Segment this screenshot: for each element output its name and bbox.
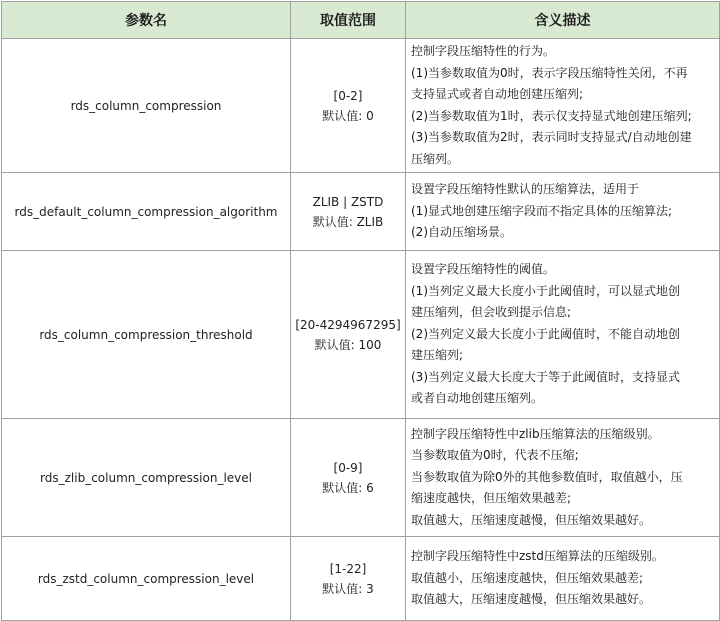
desc-line: 建压缩列; xyxy=(411,348,464,363)
param-description xyxy=(406,419,720,537)
desc-line: (2)自动压缩场景。 xyxy=(411,225,512,240)
desc-line: 支持显式或者自动地创建压缩列; xyxy=(411,87,584,101)
desc-line: 设置字段压缩特性的阈值。 xyxy=(411,262,556,277)
param-range-cell xyxy=(291,173,406,251)
param-default: 默认值: ZLIB xyxy=(312,214,384,229)
param-name: rds_column_compression_threshold xyxy=(2,251,291,419)
desc-line: 控制字段压缩特性中zstd压缩算法的压缩级别。 xyxy=(411,549,664,564)
header-param-name: 参数名 xyxy=(2,2,291,39)
param-name: rds_default_column_compression_algorithm xyxy=(2,173,291,251)
parameter-table xyxy=(1,1,720,621)
desc-line: 建压缩列，但会收到提示信息; xyxy=(411,305,572,320)
desc-line: 控制字段压缩特性中zlib压缩算法的压缩级别。 xyxy=(411,426,660,441)
desc-line: (1)当参数取值为0时，表示字段压缩特性关闭，不再 xyxy=(411,65,688,80)
param-range: [0-2] xyxy=(333,88,363,103)
param-default: 默认值: 6 xyxy=(322,480,374,495)
desc-line: 压缩列。 xyxy=(411,151,460,166)
desc-line: (2)当列定义最大长度小于此阈值时，不能自动地创 xyxy=(411,326,680,341)
desc-line: 设置字段压缩特性默认的压缩算法，适用于 xyxy=(411,182,640,197)
table-row xyxy=(2,39,720,173)
param-default: 默认值: 0 xyxy=(322,108,374,123)
desc-line: 取值越大，压缩速度越慢，但压缩效果越好。 xyxy=(411,592,652,607)
desc-line: 缩速度越快，但压缩效果越差; xyxy=(411,491,572,506)
param-description xyxy=(406,537,720,621)
param-range-cell xyxy=(291,39,406,173)
param-name: rds_zstd_column_compression_level xyxy=(2,537,291,621)
param-range: [20-4294967295] xyxy=(295,317,401,332)
desc-line: 当参数取值为除0外的其他参数值时，取值越小，压 xyxy=(411,469,683,484)
table-row xyxy=(2,173,720,251)
desc-line: (2)当参数取值为1时，表示仅支持显式地创建压缩列; xyxy=(411,108,692,123)
header-description: 含义描述 xyxy=(406,2,720,39)
desc-line: (3)当列定义最大长度大于等于此阈值时，支持显式 xyxy=(411,369,680,384)
desc-line: 取值越小，压缩速度越快，但压缩效果越差; xyxy=(411,570,644,585)
desc-line: 取值越大，压缩速度越慢，但压缩效果越好。 xyxy=(411,512,652,527)
param-range: [1-22] xyxy=(329,561,367,576)
desc-line: 控制字段压缩特性的行为。 xyxy=(411,44,556,58)
param-default: 默认值: 3 xyxy=(322,581,374,596)
desc-line: (1)显式地创建压缩字段而不指定具体的压缩算法; xyxy=(411,203,673,218)
param-name: rds_column_compression xyxy=(2,39,291,173)
param-range-cell xyxy=(291,251,406,419)
param-range: ZLIB | ZSTD xyxy=(312,194,384,209)
param-default: 默认值: 100 xyxy=(314,337,382,352)
table-row xyxy=(2,419,720,537)
param-description xyxy=(406,251,720,419)
param-range-cell xyxy=(291,537,406,621)
header-value-range: 取值范围 xyxy=(291,2,406,39)
table-row xyxy=(2,251,720,419)
desc-line: 当参数取值为0时，代表不压缩; xyxy=(411,448,579,463)
table-row xyxy=(2,537,720,621)
param-range-cell xyxy=(291,419,406,537)
table-header-row xyxy=(2,2,720,39)
desc-line: (3)当参数取值为2时，表示同时支持显式/自动地创建 xyxy=(411,130,692,144)
param-name: rds_zlib_column_compression_level xyxy=(2,419,291,537)
desc-line: 或者自动地创建压缩列。 xyxy=(411,391,544,406)
param-description xyxy=(406,173,720,251)
param-range: [0-9] xyxy=(333,460,363,475)
param-description xyxy=(406,39,720,173)
desc-line: (1)当列定义最大长度小于此阈值时，可以显式地创 xyxy=(411,283,680,298)
